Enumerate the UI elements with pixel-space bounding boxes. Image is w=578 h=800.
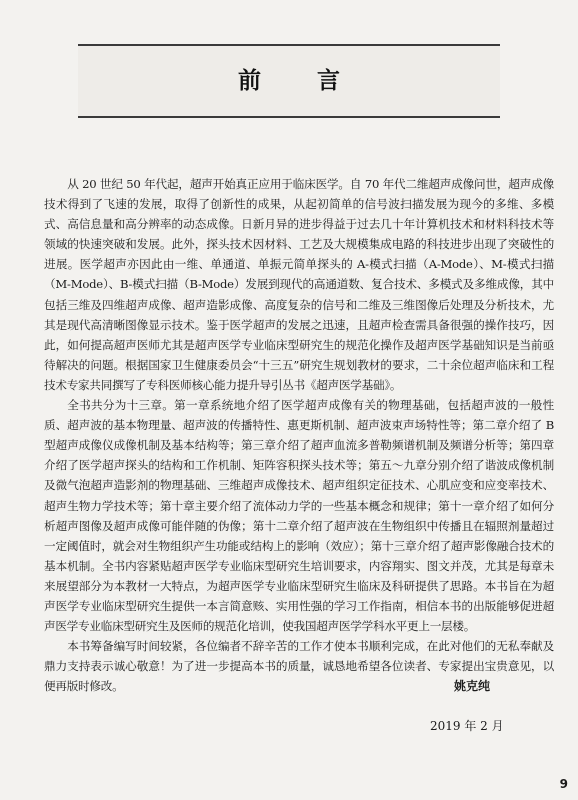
paragraph: 全书共分为十三章。第一章系统地介绍了医学超声成像有关的物理基础，包括超声波的一般性质、超声波的基本物理量、超声波的传播特性、惠更斯机制、超声波束声场特性等；第二章介绍了 B 型超声成像仪成像机制及基本结构等；第三章介绍了超声血流多普勒频谱机制及频谱分析等；第四章介绍了医学超声探头的结构和工作机制、矩阵容积探头技术等；第五～九章分别介绍了谐波成像机制及微气泡超声造影剂的物理基础、三维超声成像技术、超声组织定征技术、心肌应变和应变率技术、超声生物力学技术等；第十章主要介绍了流体动力学的一些基本概念和规律；第十一章介绍了如何分析超声图像及超声成像可能伴随的伪像；第十二章介绍了超声波在生物组织中传播且在辐照剂量超过一定阈值时，就会对生物组织产生功能或结构上的影响（效应）；第十三章介绍了超声影像融合技术的基本机制。全书内容紧贴超声医学专业临床型研究生培训要求，内容翔实、图文并茂，尤其是每章未来展望部分为本教材一大特点，为超声医学专业临床型研究生临床及科研提供了思路。本书旨在为超声医学专业临床型研究生提供一本言简意赅、实用性强的学习工作指南，相信本书的出版能够促进超声医学专业临床型研究生及医师的规范化培训，使我国超声医学学科水平更上一层楼。 — [44, 398, 554, 634]
paragraph: 本书筹备编写时间较紧，各位编者不辞辛苦的工作才使本书顺利完成，在此对他们的无私奉献及鼎力支持表示诚心敬意！为了进一步提高本书的质量，诚恳地希望各位读者、专家提出宝贵意见，以便再版时修改。 — [44, 639, 554, 694]
paragraph: 从 20 世纪 50 年代起，超声开始真正应用于临床医学。自 70 年代二维超声成像问世，超声成像技术得到了飞速的发展，取得了创新性的成果，从起初简单的信号波扫描发展为现今的多维、多模式、高信息量和高分辨率的动态成像。日新月异的进步得益于过去几十年计算机技术和材料科技术等领域的快速突破和发展。此外，探头技术因材料、工艺及大规模集成电路的科技进步出现了突破性的进展。医学超声亦因此由一维、单通道、单振元简单探头的 A-模式扫描（A-Mode）、M-模式扫描（M-Mode）、B-模式扫描（B-Mode）发展到现代的高通道数、复合技术、多模式及多维成像，其中包括三维及四维超声成像、超声造影成像、高度复杂的信号和二维及三维图像后处理及分析技术，尤其是现代高清晰图像显示技术。鉴于医学超声的发展之迅速，且超声检查需具备很强的操作技巧，因此，如何提高超声医师尤其是超声医学专业临床型研究生的规范化操作及超声医学基础知识是当前亟待解决的问题。根据国家卫生健康委员会“十三五”研究生规划教材的要求，二十余位超声临床和工程技术专家共同撰写了专科医师核心能力提升导引丛书《超声医学基础》。 — [44, 177, 554, 392]
title-band — [78, 44, 500, 118]
page-title: 前 言 — [237, 68, 364, 94]
author-name: 姚克纯 — [454, 679, 491, 693]
date-line: 2019 年 2 月 — [430, 719, 504, 733]
preface-body — [44, 174, 554, 696]
title-top-rule — [78, 44, 500, 46]
title-bottom-rule — [78, 116, 500, 118]
page-number: 9 — [559, 777, 568, 791]
